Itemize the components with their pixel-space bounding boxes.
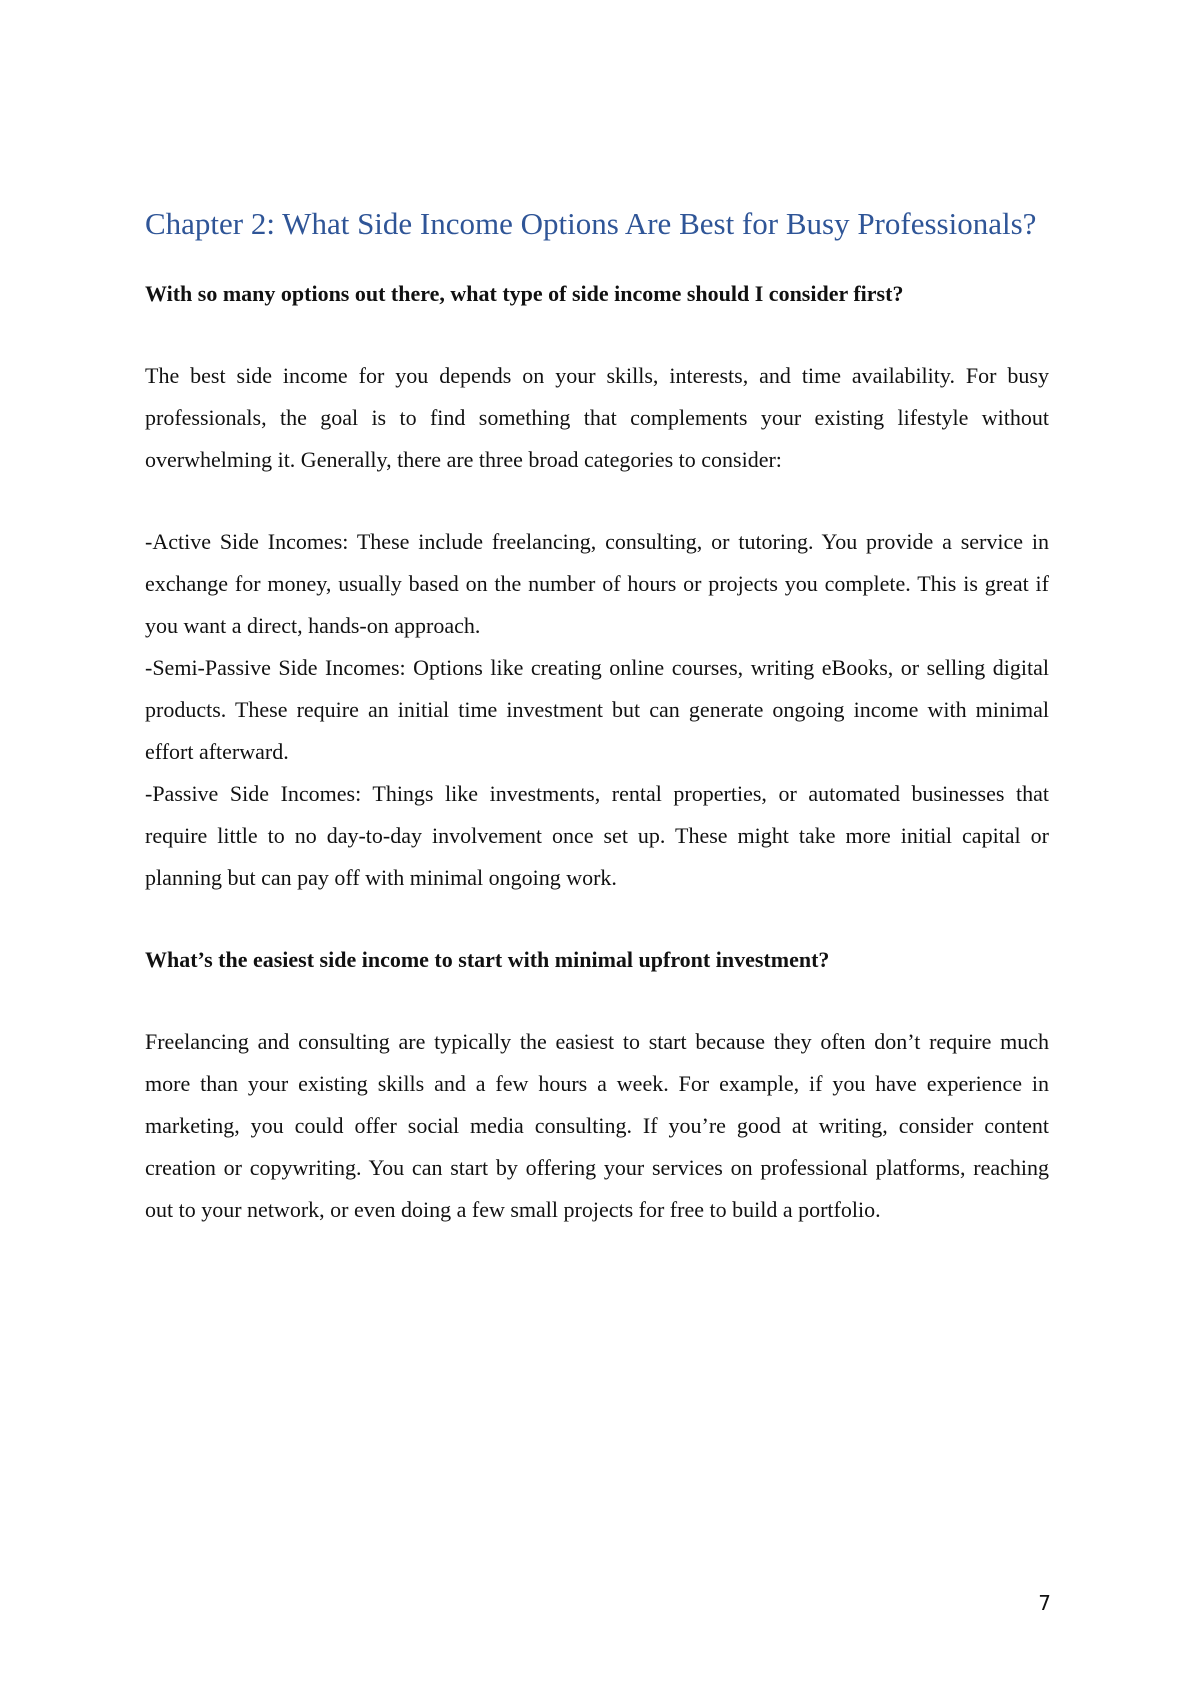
chapter-title: Chapter 2: What Side Income Options Are Best for Busy Professionals? <box>145 206 1037 241</box>
section-1-paragraph: The best side income for you depends on your skills, interests, and time availability. For busy professionals, the goal is to find something that complements your existing lifestyle without overwhelming it. Generally, there are three broad categories to consider: <box>145 363 1049 472</box>
list-item-active: -Active Side Incomes: These include freelancing, consulting, or tutoring. You provide a service in exchange for money, usually based on the number of hours or projects you complete. This is great if you want a direct, hands-on approach. <box>145 529 1049 638</box>
section-2-question: What’s the easiest side income to start with minimal upfront investment? <box>145 947 830 972</box>
section-2-paragraph: Freelancing and consulting are typically the easiest to start because they often don’t require much more than your existing skills and a few hours a week. For example, if you have experience in marketing, you could offer social media consulting. If you’re good at writing, consider content creation or copywriting. You can start by offering your services on professional platforms, reaching out to your network, or even doing a few small projects for free to build a portfolio. <box>145 1029 1049 1222</box>
page-number: 7 <box>1038 1591 1051 1615</box>
list-item-passive: -Passive Side Incomes: Things like investments, rental properties, or automated businesses that require little to no day-to-day involvement once set up. These might take more initial capital or planning but can pay off with minimal ongoing work. <box>145 781 1049 890</box>
page-content <box>145 205 1049 1231</box>
section-1-question: With so many options out there, what type of side income should I consider first? <box>145 281 904 306</box>
list-item-semi-passive: -Semi-Passive Side Incomes: Options like creating online courses, writing eBooks, or selling digital products. These require an initial time investment but can generate ongoing income with minimal effort afterward. <box>145 655 1049 764</box>
income-categories-list <box>145 521 1049 899</box>
